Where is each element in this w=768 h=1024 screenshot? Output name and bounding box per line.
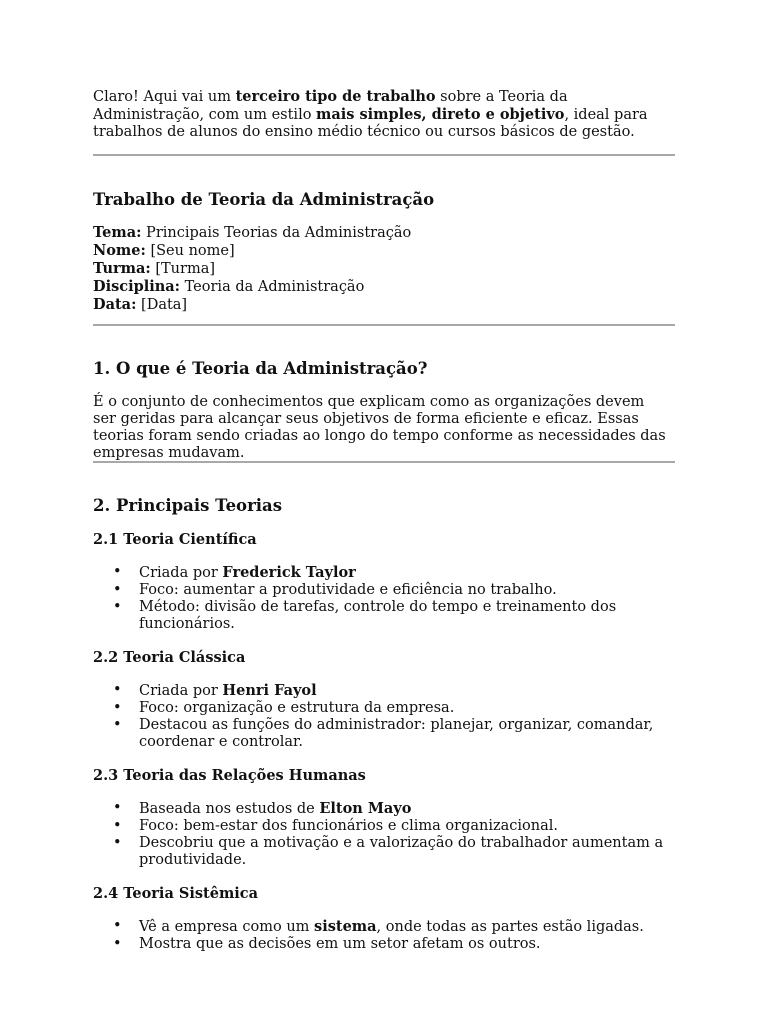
meta-field-turma: Turma: [Turma] (93, 260, 215, 277)
document-title: Trabalho de Teoria da Administração (93, 190, 435, 209)
list-item: • Método: divisão de tarefas, controle do tempo e treinamento dos funcionários. (113, 599, 617, 632)
header-section (93, 190, 675, 314)
list-item: • Foco: bem-estar dos funcionários e clima organizacional. (113, 818, 558, 834)
meta-field-nome: Nome: [Seu nome] (93, 242, 235, 259)
divider (93, 154, 675, 156)
intro-emphasis: mais simples, direto e objetivo (316, 106, 565, 123)
meta-field-tema: Tema: Principais Teorias da Administração (93, 224, 412, 241)
list-item: • Mostra que as decisões em um setor afetam os outros. (113, 936, 541, 952)
list-item: • Foco: aumentar a produtividade e eficiência no trabalho. (113, 582, 557, 598)
meta-fields (93, 224, 675, 314)
bullet-list (93, 800, 675, 869)
meta-field-disciplina: Disciplina: Teoria da Administração (93, 278, 365, 295)
divider (93, 461, 675, 463)
list-item: • Criada por Henri Fayol (113, 682, 317, 699)
divider (93, 324, 675, 326)
meta-field-data: Data: [Data] (93, 296, 188, 313)
section-2 (93, 496, 675, 953)
section-1 (93, 359, 675, 462)
bullet-list (93, 918, 675, 953)
list-item: • Baseada nos estudos de Elton Mayo (113, 800, 412, 817)
subsection-title: 2.2 Teoria Clássica (93, 649, 246, 666)
intro-text: , ideal para trabalhos de alunos do ensino médio técnico ou cursos básicos de gestão. (93, 107, 648, 140)
section-2-title: 2. Principais Teorias (93, 496, 283, 515)
intro-paragraph (93, 88, 673, 141)
subsection-title: 2.1 Teoria Científica (93, 531, 257, 548)
intro-emphasis: terceiro tipo de trabalho (235, 88, 436, 105)
bullet-list (93, 564, 675, 633)
intro-text: Claro! Aqui vai um (93, 89, 236, 105)
subsection-title: 2.4 Teoria Sistêmica (93, 885, 259, 902)
list-item: • Destacou as funções do administrador: planejar, organizar, comandar, coordenar e controlar. (113, 717, 654, 750)
list-item: • Criada por Frederick Taylor (113, 564, 356, 581)
section-1-body: É o conjunto de conhecimentos que explicam como as organizações devem ser geridas para alcançar seus objetivos de forma eficiente e eficaz. Essas teorias foram sendo criadas ao longo do tempo conforme as necessidades das empresas mudavam. (93, 394, 666, 461)
list-item: • Vê a empresa como um sistema, onde todas as partes estão ligadas. (113, 918, 644, 935)
bullet-list (93, 682, 675, 751)
subsection-title: 2.3 Teoria das Relações Humanas (93, 767, 366, 784)
intro-text: sobre a Teoria da Administração, com um estilo (93, 89, 568, 123)
section-1-title: 1. O que é Teoria da Administração? (93, 359, 428, 378)
list-item: • Foco: organização e estrutura da empresa. (113, 700, 455, 716)
list-item: • Descobriu que a motivação e a valorização do trabalhador aumentam a produtividade. (113, 835, 664, 868)
